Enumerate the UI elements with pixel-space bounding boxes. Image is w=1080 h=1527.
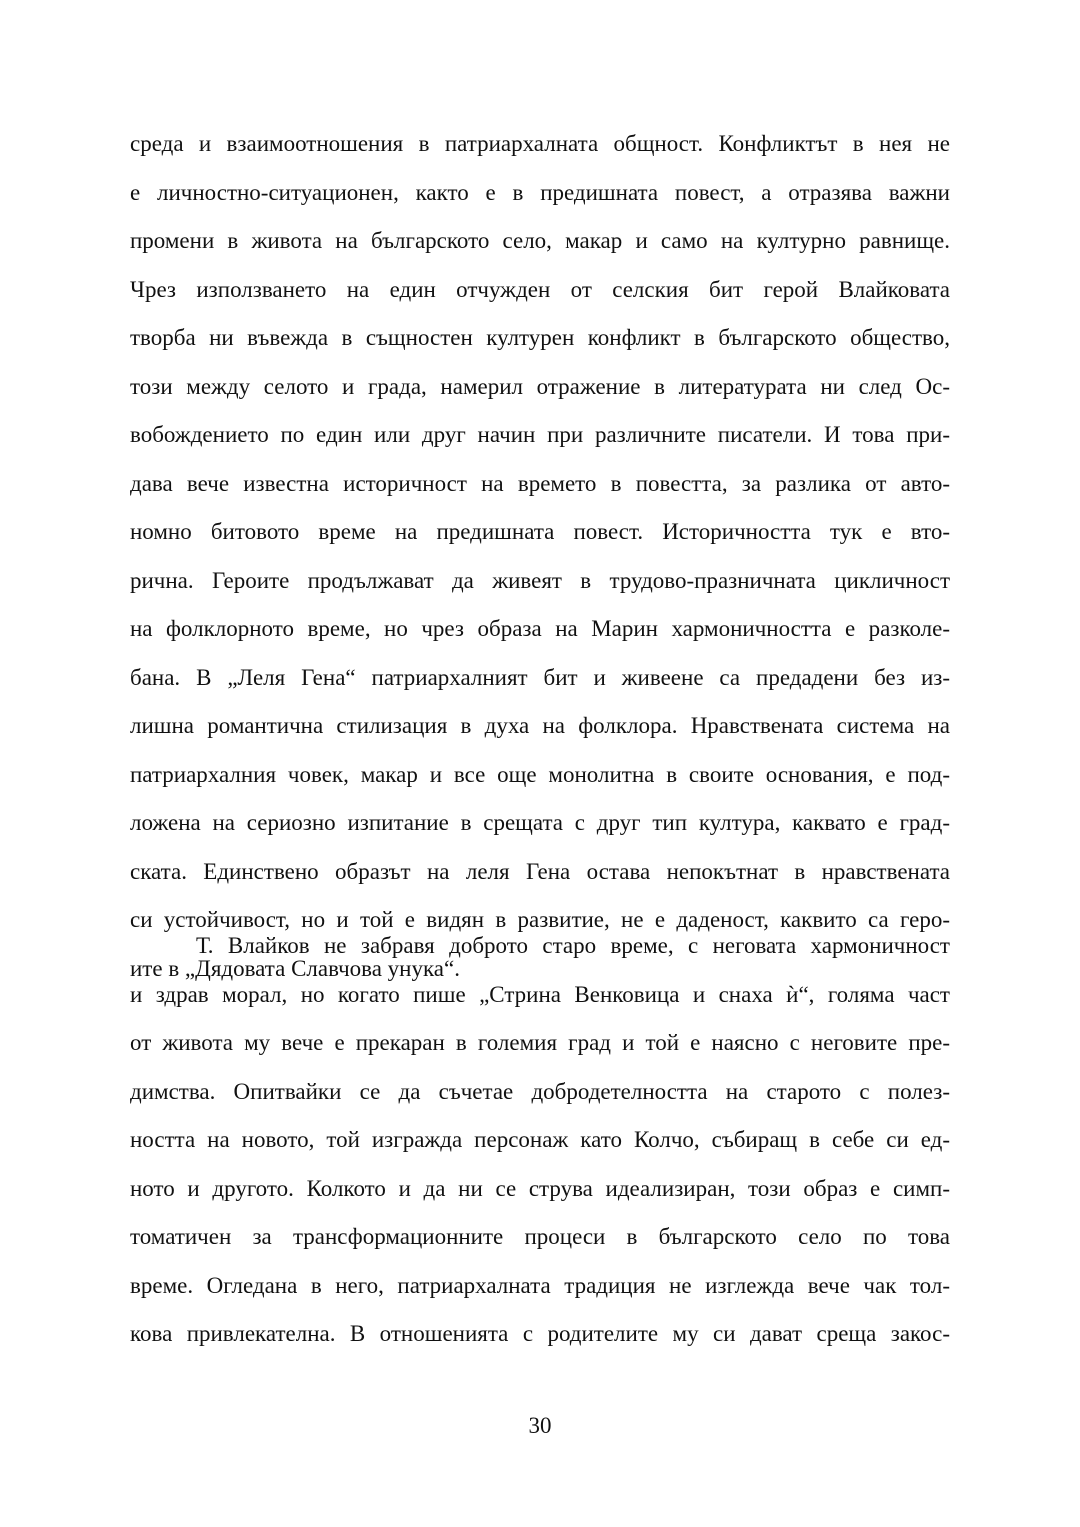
text-line: патриархалния човек, макар и все още монолитна в своите основания, е под- bbox=[130, 761, 950, 787]
text-line: е личностно-ситуационен, както е в предишната повест, а отразява важни bbox=[130, 179, 950, 205]
text-line: кова привлекателна. В отношенията с родителите му си дават среща закос- bbox=[130, 1321, 950, 1346]
text-line: ите в „Дядовата Славчова унука“. bbox=[130, 955, 460, 981]
text-line: промени в живота на българското село, макар и само на културно равнище. bbox=[130, 228, 950, 253]
text-line: си устойчивост, но и той е видян в развитие, не е даденост, каквито са геро- bbox=[130, 907, 950, 932]
text-line: ността на новото, той изгражда персонаж като Колчо, събиращ в себе си ед- bbox=[130, 1127, 950, 1152]
text-line: Т. Влайков не забравя доброто старо време, с неговата хармоничност bbox=[196, 933, 950, 958]
text-line: време. Огледана в него, патриархалната традиция не изглежда вече чак тол- bbox=[130, 1272, 950, 1298]
text-line: лишна романтична стилизация в духа на фолклора. Нравствената система на bbox=[130, 713, 950, 738]
text-line: ложена на сериозно изпитание в срещата с друг тип култура, каквато е град- bbox=[130, 810, 950, 835]
text-line: на фолклорното време, но чрез образа на Марин хармоничността е разколе- bbox=[130, 616, 950, 641]
text-line: и здрав морал, но когато пише „Стрина Венковица и снаха ѝ“, голяма част bbox=[130, 981, 950, 1007]
page-number: 30 bbox=[528, 1413, 552, 1438]
text-line: среда и взаимоотношения в патриархалната общност. Конфликтът в нея не bbox=[130, 131, 950, 156]
paragraph-2 bbox=[130, 922, 950, 1359]
paragraph-1 bbox=[130, 120, 950, 993]
text-line: вобождението по един или друг начин при различните писатели. И това при- bbox=[130, 422, 950, 447]
text-line: димства. Опитвайки се да съчетае добродетелността на старото с полез- bbox=[130, 1078, 950, 1104]
text-line: ното и другото. Колкото и да ни се струва идеализиран, този образ е симп- bbox=[130, 1175, 950, 1201]
text-line: дава вече известна историчност на времето в повестта, за разлика от авто- bbox=[130, 470, 950, 496]
text-line: този между селото и града, намерил отражение в литературата ни след Ос- bbox=[130, 373, 950, 399]
text-line: томатичен за трансформационните процеси в българското село по това bbox=[130, 1224, 950, 1249]
text-line: рична. Героите продължават да живеят в трудово-празничната цикличност bbox=[130, 567, 950, 593]
text-line: творба ни въвежда в същностен културен конфликт в българското общество, bbox=[130, 325, 950, 350]
text-line: бана. В „Леля Гена“ патриархалният бит и живеене са предадени без из- bbox=[130, 664, 950, 690]
text-line: номно битовото време на предишната повест. Историчността тук е вто- bbox=[130, 519, 950, 544]
text-line: Чрез използването на един отчужден от селския бит герой Влайковата bbox=[130, 276, 950, 302]
text-line: ската. Единствено образът на леля Гена остава непокътнат в нравствената bbox=[130, 858, 950, 884]
text-line: от живота му вече е прекаран в големия град и той е наясно с неговите пре- bbox=[130, 1030, 950, 1055]
